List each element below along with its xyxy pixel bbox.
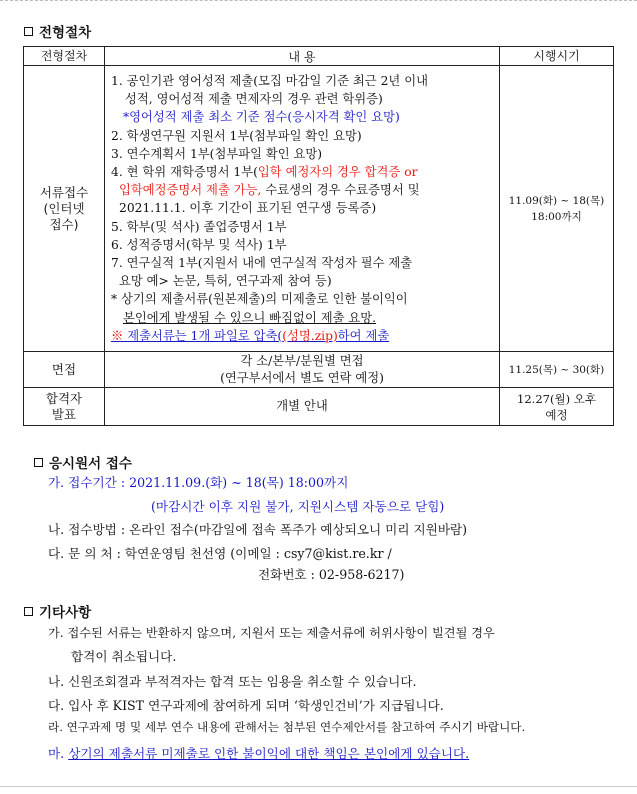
table-row [24, 66, 614, 352]
page-bottom-edge [0, 786, 637, 788]
etc-item: 합격이 취소됩니다. [71, 649, 177, 664]
etc-item: 나. 신원조회결과 부적격자는 합격 또는 임용을 취소할 수 있습니다. [48, 674, 417, 689]
section-title-application [34, 452, 132, 472]
note-line: 본인에게 발생될 수 있으니 빠짐없이 제출 요망. [123, 310, 377, 325]
step-cell [24, 388, 105, 426]
section-title-text: 응시원서 접수 [49, 456, 132, 472]
step-text: 발표 [51, 406, 77, 422]
item-line [111, 181, 493, 199]
note-text-red: ※ [111, 328, 128, 343]
item-text: 4. 현 학위 재학증명서 1부( [111, 164, 258, 179]
section-title-text: 기타사항 [39, 605, 92, 621]
step-cell [24, 352, 105, 388]
etc-item-warning [48, 743, 469, 762]
page-top-edge [0, 0, 637, 7]
note-text-blue: 하여 제출 [337, 328, 390, 343]
item-line: *영어성적 제출 최소 기준 점수(응시자격 확인 요망) [123, 110, 400, 125]
period-text: 12.27(월) 오후 [517, 391, 596, 406]
period-text: 18:00까지 [531, 210, 582, 223]
table-row [24, 388, 614, 426]
content-text: 개별 안내 [276, 399, 328, 413]
note-line: * 상기의 제출서류(원본제출)의 미제출로 인한 불이익이 [111, 292, 408, 307]
step-text: (인터넷 [43, 200, 85, 216]
section-title-text: 전형절차 [39, 25, 92, 41]
item-line: 5. 학부(및 석사) 졸업증명서 1부 [111, 219, 287, 234]
header-period: 시행시기 [500, 47, 614, 66]
period-cell [500, 66, 614, 352]
table-row [24, 352, 614, 388]
procedure-table [23, 46, 614, 426]
item-line: 1. 공인기관 영어성적 제출(모집 마감일 기준 최근 2년 이내 [111, 73, 428, 88]
header-content: 내 용 [105, 47, 500, 66]
step-cell [24, 66, 105, 352]
content-cell [105, 352, 500, 388]
item-line [111, 163, 493, 181]
step-text: 합격자 [45, 390, 83, 406]
checkbox-square-icon [34, 458, 43, 467]
period-text: 예정 [545, 407, 568, 422]
etc-prefix: 마. [48, 746, 69, 761]
section-title-procedure [24, 21, 91, 41]
contact-line: 다. 문 의 처 : 학연운영팀 천선영 (이메일 : csy7@kist.re.kr / [48, 546, 392, 561]
header-step: 전형절차 [24, 47, 105, 66]
period-text: 11.09(화) ~ 18(목) [508, 194, 605, 207]
step-text: 접수) [49, 216, 79, 232]
item-line: 2. 학생연구원 지원서 1부(첨부파일 확인 요망) [111, 128, 362, 143]
item-line: 2021.11.1. 이후 기간이 표기된 연구생 등록증) [119, 201, 377, 216]
period-line: 가. 접수기간 : 2021.11.09.(화) ~ 18(목) 18:00까지 [48, 475, 349, 490]
period-cell [500, 388, 614, 426]
period-cell [500, 352, 614, 388]
etc-item: 라. 연구과제 명 및 세부 연수 내용에 관해서는 첨부된 연수제안서를 참고하여 주시기 바랍니다. [48, 720, 526, 734]
item-text: 수료생의 경우 수료증명서 및 [261, 183, 420, 198]
etc-warning-text: 상기의 제출서류 미제출로 인한 불이익에 대한 책임은 본인에게 있습니다. [68, 746, 470, 761]
contact-phone: 전화번호 : 02-958-6217) [258, 567, 405, 582]
item-line: 3. 연수계획서 1부(첨부파일 확인 요망) [111, 146, 323, 161]
content-cell [105, 388, 500, 426]
section-title-etc [24, 601, 91, 621]
item-line: 7. 연구실적 1부(지원서 내에 연구실적 작성자 필수 제출 [111, 256, 413, 270]
period-note: (마감시간 이후 지원 불가, 지원시스템 자동으로 닫힘) [151, 499, 445, 514]
step-text: 서류접수 [39, 184, 89, 200]
etc-item: 가. 접수된 서류는 반환하지 않으며, 지원서 또는 제출서류에 허위사항이 빌견될 경우 [48, 626, 495, 640]
item-line: 6. 성적증명서(학부 및 석사) 1부 [111, 237, 287, 252]
checkbox-square-icon [24, 607, 33, 616]
note-line [111, 327, 493, 345]
content-text: (연구부서에서 별도 연락 예정) [220, 370, 384, 385]
note-text-blue: 제출서류는 1개 파일로 압축( [127, 328, 283, 343]
content-text: 각 소/본부/분원별 면접 [240, 353, 364, 368]
content-cell [105, 66, 500, 352]
table-header-row [24, 47, 614, 66]
item-line: 성적, 영어성적 제출 면제자의 경우 관련 학위증) [125, 92, 383, 107]
item-text-red: 입학예정증명서 제출 가능, [119, 183, 262, 198]
method-line: 나. 접수방법 : 온라인 접수(마감일에 접속 폭주가 예상되오니 미리 지원바람) [48, 522, 468, 537]
step-text: 면접 [51, 361, 77, 377]
checkbox-square-icon [24, 27, 33, 36]
period-text: 11.25(목) ~ 30(화) [508, 363, 605, 376]
item-text-red: 입학 예정자의 경우 합격증 or [257, 164, 418, 179]
note-text-red: (성명.zip) [282, 328, 338, 343]
etc-item: 다. 입사 후 KIST 연구과제에 참여하게 되며 ‘학생인건비’가 지급됩니다. [48, 698, 444, 713]
item-line: 요망 예> 논문, 특허, 연구과제 참여 등) [119, 274, 332, 289]
